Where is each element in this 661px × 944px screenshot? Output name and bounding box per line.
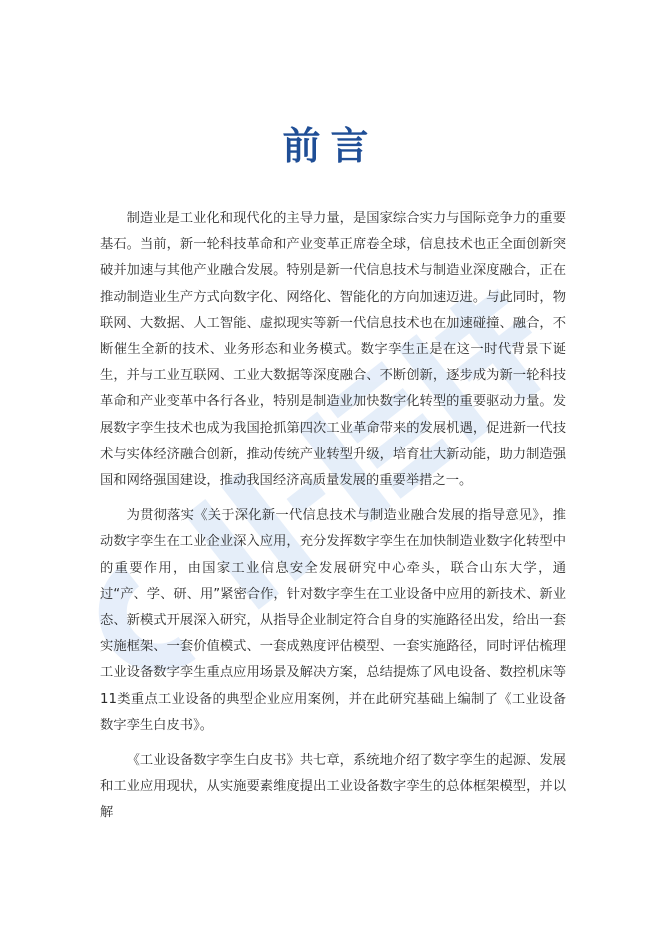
paragraph-1: 制造业是工业化和现代化的主导力量，是国家综合实力与国际竞争力的重要基石。当前，新一轮科技革命和产业变革正席卷全球，信息技术也正全面创新突破并加速与其他产业融合发展。特别是新一代信息技术与制造业深度融合，正在推动制造业生产方式向数字化、网络化、智能化的方向加速迈进。与此同时，物联网、大数据、人工智能、虚拟现实等新一代信息技术也在加速碰撞、融合，不断催生全新的技术、业务形态和业务模式。数字孪生正是在这一时代背景下诞生，并与工业互联网、工业大数据等深度融合、不断创新，逐步成为新一轮科技革命和产业变革中各行各业，特别是制造业加快数字化转型的重要驱动力量。发展数字孪生技术也成为我国抢抓第四次工业革命带来的发展机遇，促进新一代技术与实体经济融合创新，推动传统产业转型升级，培育壮大新动能，助力制造强国和网络强国建设，推动我国经济高质量发展的重要举措之一。: [100, 211, 566, 489]
document-body: [100, 206, 566, 836]
paragraph-2: 为贯彻落实《关于深化新一代信息技术与制造业融合发展的指导意见》，推动数字孪生在工业企业深入应用，充分发挥数字孪生在加快制造业数字化转型中的重要作用，由国家工业信息安全发展研究中心牵头，联合山东大学，通过“产、学、研、用”紧密合作，针对数字孪生在工业设备中应用的新技术、新业态、新模式开展深入研究，从指导企业制定符合自身的实施路径出发，给出一套实施框架、一套价值模式、一套成熟度评估模型、一套实施路径，同时评估梳理工业设备数字孪生重点应用场景及解决方案，总结提炼了风电设备、数控机床等11类重点工业设备的典型企业应用案例，并在此研究基础上编制了《工业设备数字孪生白皮书》。: [100, 508, 566, 733]
page-title: 前言: [282, 124, 379, 168]
paragraph-3: 《工业设备数字孪生白皮书》共七章，系统地介绍了数字孪生的起源、发展和工业应用现状，从实施要素维度提出工业设备数字孪生的总体框架模型，并以解: [100, 753, 566, 821]
